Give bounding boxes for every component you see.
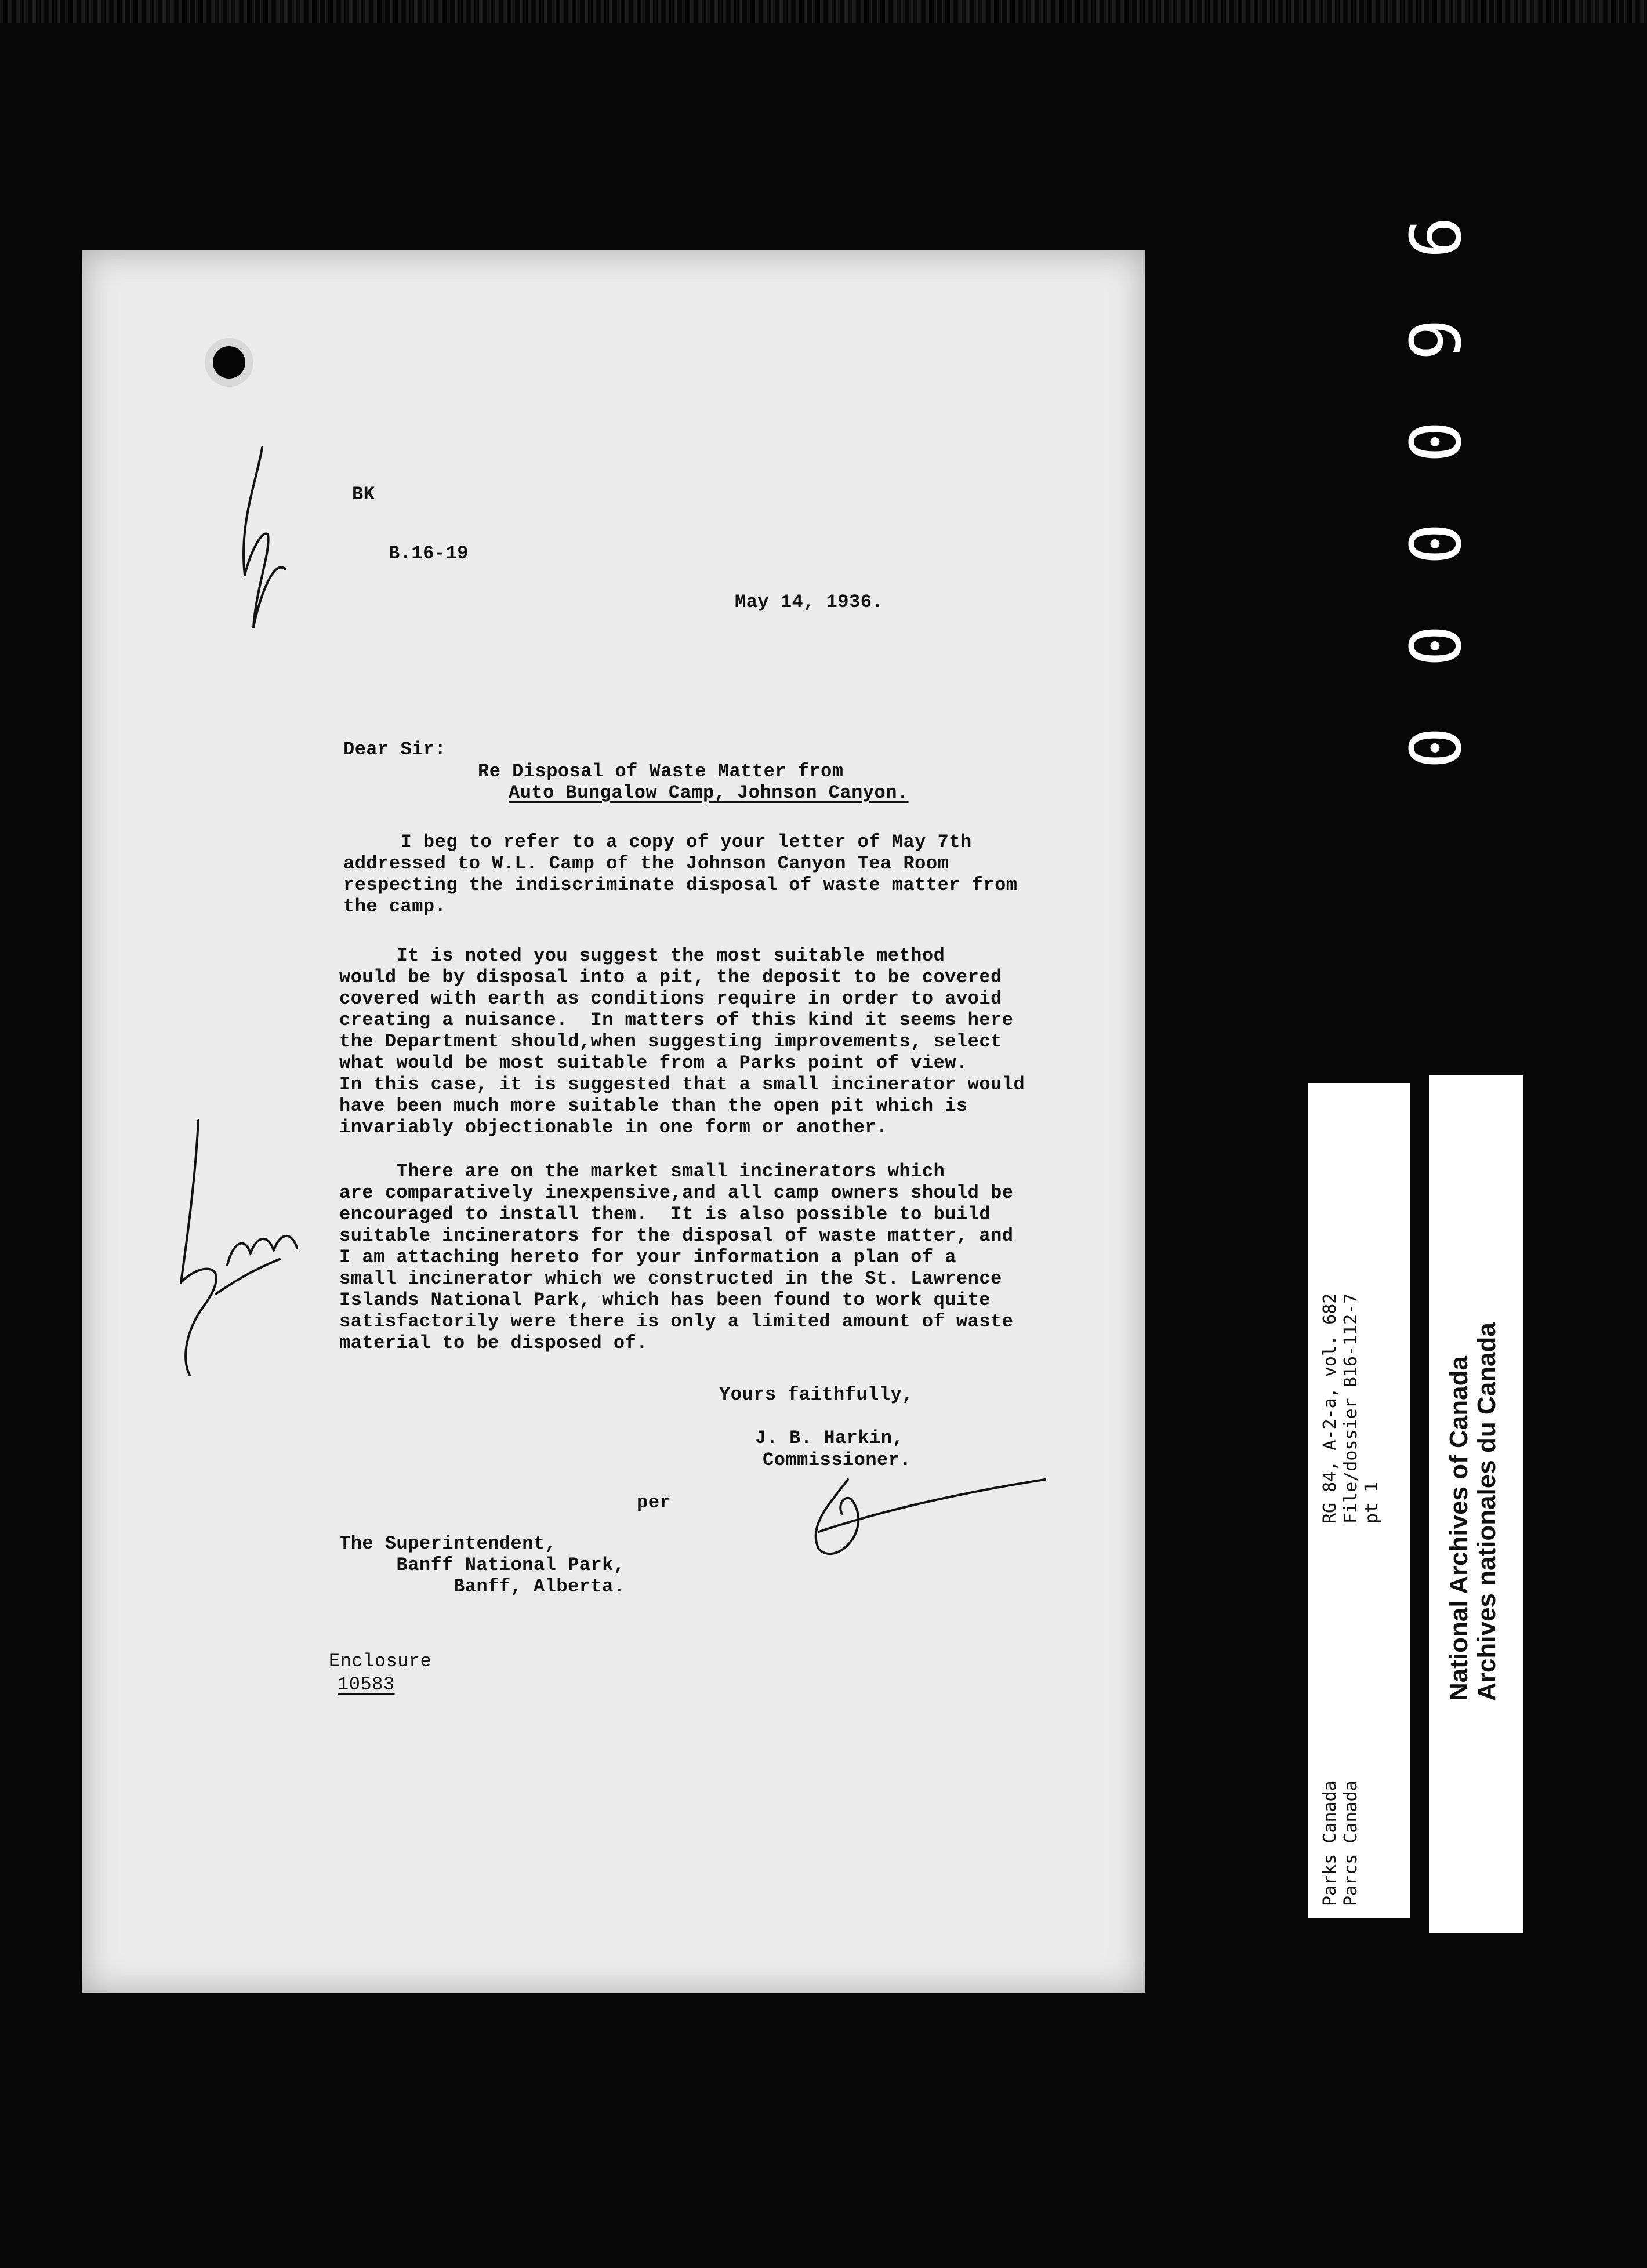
text-line: invariably objectionable in one form or another. bbox=[339, 1117, 888, 1138]
text-line: would be by disposal into a pit, the deposit to be covered bbox=[339, 966, 1002, 988]
frame-digit: 9 bbox=[1392, 216, 1473, 259]
signer-name: J. B. Harkin, bbox=[755, 1427, 904, 1449]
frame-digit: 0 bbox=[1392, 726, 1473, 769]
typist-initials: BK bbox=[352, 484, 375, 505]
film-edge-band bbox=[0, 0, 1647, 23]
enclosure-number: 10583 bbox=[338, 1674, 395, 1695]
text-line: creating a nuisance. In matters of this kind it seems here bbox=[339, 1009, 1014, 1031]
addressee-block bbox=[339, 1533, 625, 1597]
text-line: I beg to refer to a copy of your letter of May 7th bbox=[343, 831, 972, 853]
paragraph-3 bbox=[339, 1161, 1013, 1354]
closing: Yours faithfully, bbox=[719, 1384, 913, 1405]
letter-date: May 14, 1936. bbox=[735, 591, 884, 613]
microfilm-frame-number bbox=[1380, 203, 1485, 783]
handwritten-initials-mark bbox=[222, 436, 297, 668]
text-line: small incinerator which we constructed in the St. Lawrence bbox=[339, 1268, 1002, 1289]
archive-reference-label bbox=[1308, 1083, 1410, 1918]
text-line: There are on the market small incinerators which bbox=[339, 1161, 945, 1182]
archive-ref-line: File/dossier B16-112-7 bbox=[1341, 1293, 1361, 1524]
paragraph-2 bbox=[339, 945, 1025, 1138]
text-line: addressed to W.L. Camp of the Johnson Canyon Tea Room bbox=[343, 853, 949, 874]
text-line: suitable incinerators for the disposal of waste matter, and bbox=[339, 1225, 1014, 1246]
per-text: per bbox=[637, 1492, 672, 1513]
text-line: the camp. bbox=[343, 896, 447, 917]
subject-line-2: Auto Bungalow Camp, Johnson Canyon. bbox=[509, 782, 909, 804]
handwritten-signature bbox=[784, 1468, 1051, 1572]
text-line: the Department should,when suggesting improvements, select bbox=[339, 1031, 1002, 1052]
salutation: Dear Sir: bbox=[343, 739, 447, 760]
text-line: what would be most suitable from a Parks point of view. bbox=[339, 1052, 968, 1074]
text-line: I am attaching hereto for your information a plan of a bbox=[339, 1246, 956, 1268]
text-line: material to be disposed of. bbox=[339, 1332, 648, 1354]
addressee-line: Banff, Alberta. bbox=[339, 1576, 625, 1597]
archive-ref-line: pt 1 bbox=[1362, 1481, 1382, 1524]
frame-digit: 0 bbox=[1392, 624, 1473, 667]
text-line: respecting the indiscriminate disposal of waste matter from bbox=[343, 874, 1018, 896]
addressee-line: The Superintendent, bbox=[339, 1533, 557, 1554]
text-line: It is noted you suggest the most suitable method bbox=[339, 945, 945, 966]
frame-digit: 0 bbox=[1392, 522, 1473, 565]
handwritten-margin-note bbox=[164, 1108, 309, 1387]
archive-name-label bbox=[1429, 1075, 1523, 1933]
frame-digit: 6 bbox=[1392, 318, 1473, 361]
letter-page bbox=[82, 250, 1145, 1993]
text-line: covered with earth as conditions require in order to avoid bbox=[339, 988, 1002, 1009]
archive-ref-line: RG 84, A-2-a, vol. 682 bbox=[1320, 1293, 1340, 1524]
signer-title: Commissioner. bbox=[763, 1449, 912, 1471]
text-line: encouraged to install them. It is also possible to build bbox=[339, 1204, 991, 1225]
archive-name-en: National Archives of Canada bbox=[1445, 1356, 1473, 1701]
frame-digit: 0 bbox=[1392, 420, 1473, 463]
archive-org-line: Parks Canada bbox=[1320, 1780, 1340, 1906]
text-line: are comparatively inexpensive,and all camp owners should be bbox=[339, 1182, 1014, 1204]
archive-name-fr: Archives nationales du Canada bbox=[1472, 1322, 1501, 1701]
file-reference: B.16-19 bbox=[389, 543, 469, 564]
text-line: have been much more suitable than the open pit which is bbox=[339, 1095, 968, 1117]
enclosure-label: Enclosure bbox=[329, 1651, 432, 1672]
subject-line-1: Re Disposal of Waste Matter from bbox=[478, 761, 844, 782]
archive-org-line: Parcs Canada bbox=[1341, 1780, 1361, 1906]
addressee-line: Banff National Park, bbox=[339, 1554, 625, 1576]
text-line: Islands National Park, which has been found to work quite bbox=[339, 1289, 991, 1311]
text-line: In this case, it is suggested that a small incinerator would bbox=[339, 1074, 1025, 1095]
punch-hole bbox=[213, 346, 245, 379]
paragraph-1 bbox=[343, 831, 1017, 917]
text-line: satisfactorily were there is only a limited amount of waste bbox=[339, 1311, 1014, 1332]
